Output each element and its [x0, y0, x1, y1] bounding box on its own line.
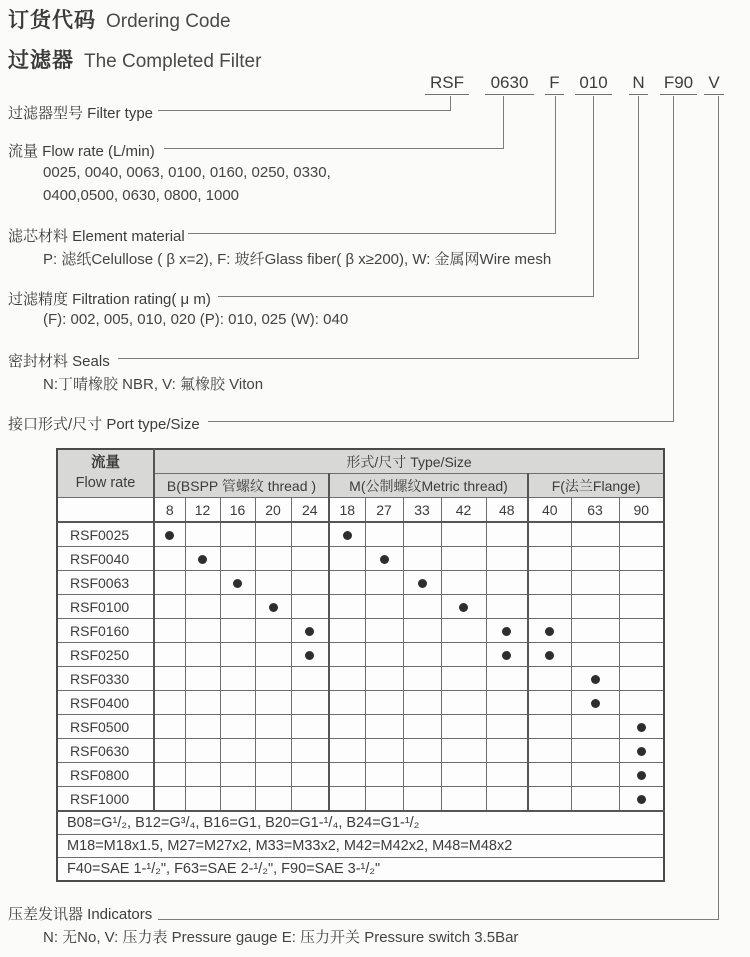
- availability-cell: [571, 522, 619, 547]
- availability-cell: [571, 787, 619, 812]
- availability-cell: [403, 595, 441, 619]
- size-header-63: 63: [571, 498, 619, 523]
- code-segment-indicator: V: [704, 73, 724, 95]
- availability-cell: [220, 547, 255, 571]
- note-filtration-rating: (F): 002, 005, 010, 020 (P): 010, 025 (W): 040: [43, 311, 349, 328]
- flow-rate-header-cn: 流量: [91, 454, 120, 471]
- availability-dot: [545, 627, 554, 636]
- availability-dot: [233, 579, 242, 588]
- availability-cell: [619, 643, 664, 667]
- availability-cell: [255, 667, 291, 691]
- availability-dot: [459, 603, 468, 612]
- connector-line: [450, 96, 451, 110]
- availability-cell: [528, 522, 571, 547]
- table-row-label: RSF0025: [57, 522, 154, 547]
- availability-cell: [619, 715, 664, 739]
- connector-line: [158, 919, 719, 920]
- availability-cell: [185, 595, 220, 619]
- availability-cell: [255, 715, 291, 739]
- availability-cell: [571, 619, 619, 643]
- port-size-table: [56, 448, 665, 882]
- availability-cell: [291, 763, 329, 787]
- availability-cell: [185, 619, 220, 643]
- table-row-label: RSF0800: [57, 763, 154, 787]
- availability-cell: [185, 691, 220, 715]
- availability-cell: [571, 715, 619, 739]
- availability-cell: [255, 571, 291, 595]
- availability-cell: [571, 667, 619, 691]
- availability-cell: [255, 787, 291, 812]
- footnote-text: M18=M18x1.5, M27=M27x2, M33=M33x2, M42=M42x2, M48=M48x2: [57, 835, 664, 858]
- page-subtitle-en: The Completed Filter: [84, 51, 262, 72]
- connector-line: [673, 96, 674, 421]
- availability-cell: [185, 547, 220, 571]
- availability-cell: [185, 522, 220, 547]
- label-flow-rate: 流量 Flow rate (L/min): [8, 143, 155, 160]
- footnote-text: F40=SAE 1-¹/₂", F63=SAE 2-¹/₂", F90=SAE 3-¹/₂": [57, 858, 664, 882]
- table-row-label: RSF0330: [57, 667, 154, 691]
- availability-cell: [619, 571, 664, 595]
- availability-cell: [329, 619, 365, 643]
- availability-cell: [291, 595, 329, 619]
- availability-cell: [154, 643, 185, 667]
- table-row-label: RSF0040: [57, 547, 154, 571]
- label-filtration-rating: 过滤精度 Filtration rating( μ m): [8, 291, 211, 308]
- availability-cell: [403, 787, 441, 812]
- availability-cell: [185, 787, 220, 812]
- availability-cell: [441, 763, 486, 787]
- availability-cell: [486, 547, 528, 571]
- availability-cell: [291, 667, 329, 691]
- availability-cell: [220, 715, 255, 739]
- availability-cell: [365, 763, 403, 787]
- availability-cell: [486, 787, 528, 812]
- availability-cell: [619, 595, 664, 619]
- availability-cell: [441, 595, 486, 619]
- availability-cell: [185, 643, 220, 667]
- availability-cell: [571, 643, 619, 667]
- availability-cell: [255, 739, 291, 763]
- availability-cell: [486, 522, 528, 547]
- connector-line: [188, 233, 556, 234]
- availability-cell: [185, 667, 220, 691]
- availability-dot: [198, 555, 207, 564]
- availability-cell: [528, 739, 571, 763]
- code-segment-model: RSF: [425, 73, 469, 95]
- availability-cell: [291, 619, 329, 643]
- size-header-12: 12: [185, 498, 220, 523]
- availability-cell: [329, 787, 365, 812]
- availability-cell: [220, 595, 255, 619]
- availability-dot: [502, 627, 511, 636]
- connector-line: [593, 96, 594, 296]
- footnote-row: [57, 811, 664, 835]
- availability-cell: [291, 787, 329, 812]
- availability-cell: [154, 739, 185, 763]
- availability-cell: [365, 547, 403, 571]
- connector-line: [638, 96, 639, 358]
- availability-cell: [441, 522, 486, 547]
- connector-line: [218, 296, 594, 297]
- availability-cell: [154, 667, 185, 691]
- availability-cell: [528, 715, 571, 739]
- availability-cell: [441, 691, 486, 715]
- table-row-label: RSF1000: [57, 787, 154, 812]
- availability-cell: [571, 739, 619, 763]
- availability-cell: [403, 739, 441, 763]
- availability-cell: [403, 547, 441, 571]
- availability-cell: [403, 522, 441, 547]
- availability-cell: [291, 522, 329, 547]
- availability-cell: [403, 763, 441, 787]
- size-header-33: 33: [403, 498, 441, 523]
- table-row: [57, 715, 664, 739]
- availability-cell: [291, 571, 329, 595]
- availability-cell: [365, 571, 403, 595]
- footnote-text: B08=G¹/₂, B12=G³/₄, B16=G1, B20=G1-¹/₄, B24=G1-¹/₂: [57, 811, 664, 835]
- availability-dot: [305, 627, 314, 636]
- availability-cell: [154, 571, 185, 595]
- availability-cell: [154, 619, 185, 643]
- size-header-40: 40: [528, 498, 571, 523]
- availability-cell: [486, 691, 528, 715]
- type-size-header: 形式/尺寸 Type/Size: [154, 449, 664, 474]
- note-seals: N:丁晴橡胶 NBR, V: 氟橡胶 Viton: [43, 376, 264, 393]
- availability-cell: [365, 643, 403, 667]
- availability-cell: [571, 547, 619, 571]
- availability-cell: [329, 715, 365, 739]
- availability-cell: [619, 522, 664, 547]
- availability-cell: [486, 595, 528, 619]
- table-row-label: RSF0250: [57, 643, 154, 667]
- availability-cell: [619, 547, 664, 571]
- availability-cell: [528, 595, 571, 619]
- availability-cell: [365, 739, 403, 763]
- availability-cell: [329, 522, 365, 547]
- availability-cell: [571, 571, 619, 595]
- size-header-42: 42: [441, 498, 486, 523]
- label-filter-type: 过滤器型号 Filter type: [8, 105, 154, 122]
- size-header-90: 90: [619, 498, 664, 523]
- code-segment-rating: 010: [575, 73, 612, 95]
- table-row-label: RSF0500: [57, 715, 154, 739]
- availability-cell: [220, 619, 255, 643]
- availability-cell: [220, 643, 255, 667]
- availability-cell: [220, 691, 255, 715]
- table-row-label: RSF0400: [57, 691, 154, 715]
- group-header-bspp: B(BSPP 管螺纹 thread ): [154, 474, 329, 498]
- availability-cell: [571, 763, 619, 787]
- connector-line: [164, 148, 504, 149]
- availability-cell: [619, 619, 664, 643]
- availability-cell: [329, 763, 365, 787]
- availability-cell: [441, 715, 486, 739]
- availability-cell: [571, 595, 619, 619]
- availability-cell: [571, 691, 619, 715]
- availability-cell: [185, 715, 220, 739]
- availability-cell: [365, 691, 403, 715]
- availability-cell: [403, 571, 441, 595]
- availability-cell: [255, 522, 291, 547]
- label-seals: 密封材料 Seals: [8, 353, 110, 370]
- table-row-label: RSF0063: [57, 571, 154, 595]
- page-title-cn: 订货代码: [8, 9, 96, 32]
- table-row: [57, 691, 664, 715]
- flow-rate-header-en: Flow rate: [75, 474, 136, 491]
- size-header-24: 24: [291, 498, 329, 523]
- availability-cell: [255, 691, 291, 715]
- availability-dot: [418, 579, 427, 588]
- availability-dot: [637, 771, 646, 780]
- connector-line: [208, 421, 674, 422]
- footnote-row: [57, 835, 664, 858]
- availability-cell: [255, 547, 291, 571]
- size-header-48: 48: [486, 498, 528, 523]
- availability-cell: [220, 522, 255, 547]
- availability-dot: [343, 531, 352, 540]
- availability-cell: [528, 571, 571, 595]
- availability-cell: [403, 643, 441, 667]
- note-flow-rate-2: 0400,0500, 0630, 0800, 1000: [43, 187, 240, 204]
- availability-cell: [619, 739, 664, 763]
- availability-cell: [441, 739, 486, 763]
- page-title-en: Ordering Code: [106, 11, 231, 32]
- availability-cell: [291, 691, 329, 715]
- size-row-spacer: [57, 498, 154, 523]
- availability-cell: [255, 595, 291, 619]
- availability-cell: [154, 595, 185, 619]
- code-segment-flow: 0630: [485, 73, 534, 95]
- availability-cell: [441, 571, 486, 595]
- table-row-label: RSF0630: [57, 739, 154, 763]
- ordering-table: [56, 448, 665, 882]
- availability-cell: [220, 787, 255, 812]
- connector-line: [118, 358, 639, 359]
- code-segment-material: F: [545, 73, 564, 95]
- table-row: [57, 787, 664, 812]
- availability-cell: [255, 763, 291, 787]
- availability-cell: [154, 522, 185, 547]
- availability-cell: [403, 619, 441, 643]
- size-header-27: 27: [365, 498, 403, 523]
- connector-line: [503, 96, 504, 148]
- availability-cell: [486, 715, 528, 739]
- availability-cell: [154, 715, 185, 739]
- availability-cell: [619, 787, 664, 812]
- table-row-label: RSF0160: [57, 619, 154, 643]
- availability-cell: [441, 787, 486, 812]
- availability-cell: [619, 691, 664, 715]
- availability-cell: [329, 643, 365, 667]
- availability-dot: [165, 531, 174, 540]
- note-flow-rate-1: 0025, 0040, 0063, 0100, 0160, 0250, 0330,: [43, 164, 331, 181]
- availability-cell: [220, 739, 255, 763]
- availability-cell: [220, 667, 255, 691]
- availability-cell: [528, 619, 571, 643]
- size-header-16: 16: [220, 498, 255, 523]
- availability-cell: [403, 691, 441, 715]
- connector-line: [555, 96, 556, 233]
- table-row: [57, 571, 664, 595]
- table-row: [57, 547, 664, 571]
- availability-cell: [619, 763, 664, 787]
- availability-dot: [305, 651, 314, 660]
- availability-cell: [441, 619, 486, 643]
- availability-cell: [365, 667, 403, 691]
- label-port-type: 接口形式/尺寸 Port type/Size: [8, 416, 200, 433]
- availability-dot: [591, 699, 600, 708]
- availability-cell: [528, 547, 571, 571]
- availability-dot: [380, 555, 389, 564]
- table-row: [57, 595, 664, 619]
- availability-cell: [255, 619, 291, 643]
- availability-dot: [637, 795, 646, 804]
- table-row: [57, 522, 664, 547]
- group-header-metric: M(公制螺纹Metric thread): [329, 474, 528, 498]
- page-title: [8, 4, 231, 34]
- size-header-20: 20: [255, 498, 291, 523]
- availability-cell: [154, 691, 185, 715]
- label-element-material: 滤芯材料 Element material: [8, 228, 185, 245]
- availability-dot: [637, 747, 646, 756]
- availability-cell: [154, 547, 185, 571]
- table-row: [57, 619, 664, 643]
- code-segment-seal: N: [629, 73, 648, 95]
- availability-cell: [291, 643, 329, 667]
- table-row: [57, 643, 664, 667]
- note-indicators: N: 无No, V: 压力表 Pressure gauge E: 压力开关 Pressure switch 3.5Bar: [43, 929, 519, 946]
- table-row: [57, 739, 664, 763]
- availability-cell: [365, 522, 403, 547]
- table-row: [57, 763, 664, 787]
- availability-cell: [486, 643, 528, 667]
- availability-cell: [528, 643, 571, 667]
- availability-cell: [329, 667, 365, 691]
- availability-cell: [486, 571, 528, 595]
- availability-cell: [441, 547, 486, 571]
- availability-cell: [365, 619, 403, 643]
- size-header-8: 8: [154, 498, 185, 523]
- availability-cell: [486, 763, 528, 787]
- availability-dot: [545, 651, 554, 660]
- table-row: [57, 667, 664, 691]
- availability-cell: [403, 667, 441, 691]
- availability-cell: [329, 595, 365, 619]
- availability-cell: [220, 763, 255, 787]
- availability-cell: [365, 595, 403, 619]
- availability-dot: [502, 651, 511, 660]
- availability-cell: [365, 715, 403, 739]
- label-indicators: 压差发讯器 Indicators: [8, 906, 153, 923]
- availability-cell: [528, 691, 571, 715]
- table-row-label: RSF0100: [57, 595, 154, 619]
- availability-cell: [291, 547, 329, 571]
- availability-cell: [154, 787, 185, 812]
- code-segment-port: F90: [660, 73, 697, 95]
- availability-cell: [291, 739, 329, 763]
- availability-cell: [619, 667, 664, 691]
- note-element-material: P: 滤纸Celullose ( β x=2), F: 玻纤Glass fiber( β x≥200), W: 金属网Wire mesh: [43, 251, 552, 268]
- availability-cell: [403, 715, 441, 739]
- availability-cell: [486, 739, 528, 763]
- flow-rate-header: [57, 449, 154, 498]
- availability-cell: [528, 763, 571, 787]
- footnote-row: [57, 858, 664, 882]
- page-subtitle-cn: 过滤器: [8, 49, 74, 72]
- page-subtitle: [8, 44, 261, 74]
- availability-cell: [329, 547, 365, 571]
- availability-cell: [329, 739, 365, 763]
- availability-cell: [486, 667, 528, 691]
- availability-cell: [441, 643, 486, 667]
- group-header-flange: F(法兰Flange): [528, 474, 664, 498]
- availability-cell: [329, 691, 365, 715]
- availability-cell: [486, 619, 528, 643]
- connector-line: [718, 96, 719, 919]
- availability-cell: [185, 571, 220, 595]
- availability-cell: [291, 715, 329, 739]
- availability-cell: [185, 763, 220, 787]
- availability-cell: [365, 787, 403, 812]
- availability-cell: [528, 667, 571, 691]
- availability-dot: [591, 675, 600, 684]
- availability-cell: [329, 571, 365, 595]
- availability-cell: [185, 739, 220, 763]
- availability-cell: [528, 787, 571, 812]
- availability-cell: [154, 763, 185, 787]
- connector-line: [158, 110, 451, 111]
- size-header-18: 18: [329, 498, 365, 523]
- availability-cell: [255, 643, 291, 667]
- availability-dot: [269, 603, 278, 612]
- availability-dot: [637, 723, 646, 732]
- availability-cell: [220, 571, 255, 595]
- availability-cell: [441, 667, 486, 691]
